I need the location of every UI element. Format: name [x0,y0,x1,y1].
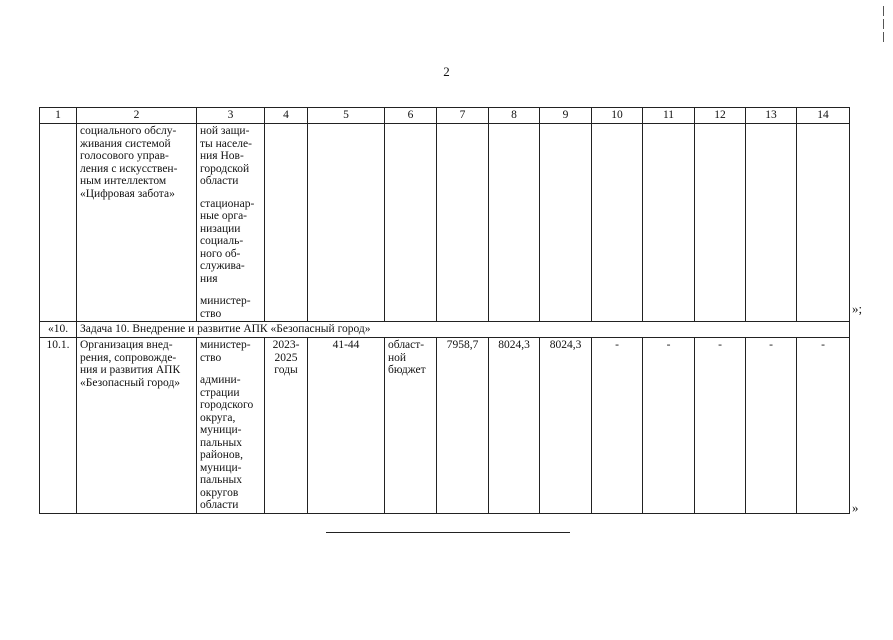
header-cell: 7 [437,108,489,124]
header-cell: 6 [385,108,437,124]
closing-quote-semicolon: »; [852,301,863,316]
header-cell: 2 [77,108,197,124]
cell-col10: - [592,338,643,514]
row-number: 10.1. [40,338,77,514]
header-cell: 4 [265,108,308,124]
cell-2025: 8024,3 [540,338,592,514]
header-cell: 1 [40,108,77,124]
header-row [40,108,850,124]
cell-2024: 8024,3 [489,338,540,514]
cell-indicator: 41-44 [308,338,385,514]
header-cell: 13 [746,108,797,124]
task-title: Задача 10. Внедрение и развитие АПК «Безопасный город» [77,322,850,338]
header-cell: 11 [643,108,695,124]
end-rule [326,532,570,533]
header-cell: 14 [797,108,850,124]
cell-period: 2023-2025 годы [265,338,308,514]
cell-col14: - [797,338,850,514]
cell-col13: - [746,338,797,514]
cell-executor-cont: ной защи-ты населе-ния Нов-городской области стационар-ные орга-низации социаль-ного об-служива-ния министер-ство [197,124,265,322]
cell-col11: - [643,338,695,514]
header-cell: 10 [592,108,643,124]
page-number: 2 [443,64,450,79]
cell-2023: 7958,7 [437,338,489,514]
closing-quote: » [852,500,859,515]
table-row-continuation [40,124,850,322]
cell-source: област-ной бюджет [385,338,437,514]
cell-col12: - [695,338,746,514]
task-number: «10. [40,322,77,338]
header-cell: 3 [197,108,265,124]
table-row-task [40,322,850,338]
header-cell: 9 [540,108,592,124]
table-row-10-1 [40,338,850,514]
header-cell: 8 [489,108,540,124]
cell-measure: Организация внед-рения, сопровожде-ния и развития АПК «Безопасный город» [77,338,197,514]
program-table [39,107,850,514]
cell-executor: министер-ство админи-страции городского округа, муници-пальных районов, муници-пальных округов области [197,338,265,514]
header-cell: 12 [695,108,746,124]
cell-measure-cont: социального обслу-живания системой голосового управ-ления с искусствен-ным интеллектом «Цифровая забота» [77,124,197,322]
header-cell: 5 [308,108,385,124]
corner-marks [883,6,891,45]
